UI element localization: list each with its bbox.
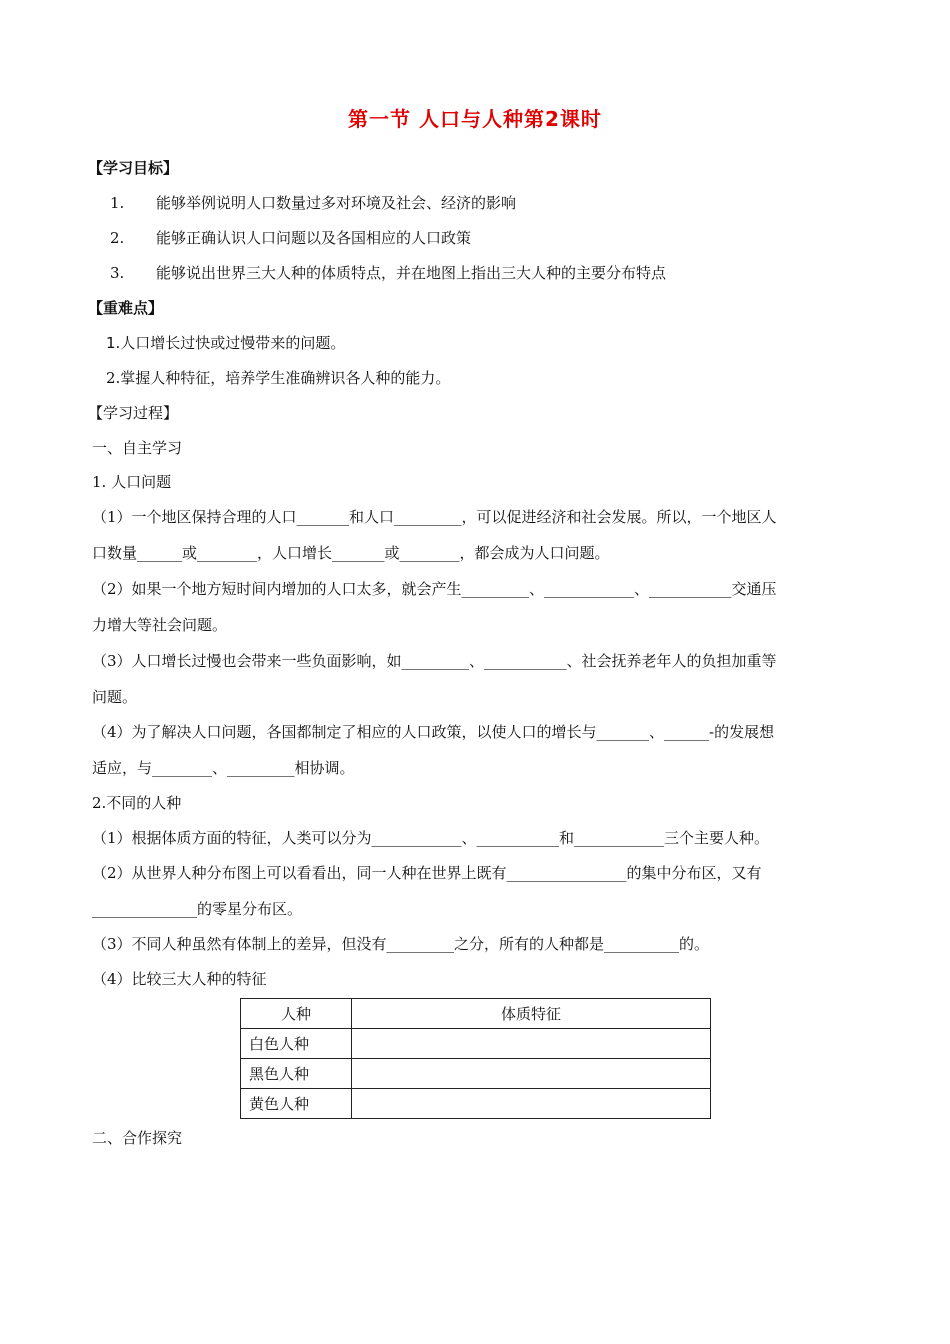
table-row — [241, 1029, 711, 1059]
question-line: （4）比较三大人种的特征 — [92, 970, 267, 988]
table-row — [241, 1089, 711, 1119]
question-line: （2）如果一个地方短时间内增加的人口太多，就会产生_________、____________、___________交通压 — [92, 580, 777, 598]
race-cell: 黑色人种 — [241, 1059, 352, 1089]
key-point-item: 2.掌握人种特征，培养学生准确辨识各人种的能力。 — [106, 369, 451, 387]
goal-number: 3. — [110, 264, 125, 282]
subsection-heading: 1. 人口问题 — [92, 473, 172, 491]
trait-cell — [352, 1059, 711, 1089]
goal-number: 2. — [110, 229, 125, 247]
question-line: （4）为了解决人口问题，各国都制定了相应的人口政策，以使人口的增长与_______、______-的发展想 — [92, 723, 775, 741]
question-line: ______________的零星分布区。 — [92, 900, 303, 918]
goal-item — [110, 193, 516, 213]
key-point-item: 1.人口增长过快或过慢带来的问题。 — [106, 334, 346, 352]
race-cell: 黄色人种 — [241, 1089, 352, 1119]
question-line: （2）从世界人种分布图上可以看看出，同一人种在世界上既有________________的集中分布区，又有 — [92, 864, 762, 882]
question-line: （1）一个地区保持合理的人口_______和人口_________，可以促进经济和社会发展。所以，一个地区人 — [92, 508, 777, 526]
page-title: 第一节 人口与人种第2课时 — [348, 107, 602, 131]
table-header-row — [241, 999, 711, 1029]
goal-text: 能够举例说明人口数量过多对环境及社会、经济的影响 — [156, 194, 517, 212]
table-row — [241, 1059, 711, 1089]
question-line: （3）不同人种虽然有体制上的差异，但没有_________之分，所有的人种都是__________的。 — [92, 935, 710, 953]
section-heading: 一、自主学习 — [92, 439, 183, 457]
question-line: 力增大等社会问题。 — [92, 616, 228, 634]
trait-cell — [352, 1089, 711, 1119]
race-cell: 白色人种 — [241, 1029, 352, 1059]
goal-item — [110, 263, 666, 283]
question-line: 适应，与________、_________相协调。 — [92, 759, 355, 777]
goal-item — [110, 228, 471, 248]
trait-cell — [352, 1029, 711, 1059]
key-points-heading: 【重难点】 — [88, 299, 164, 317]
table-header-cell: 人种 — [241, 999, 352, 1029]
subsection-heading: 2.不同的人种 — [92, 794, 182, 812]
race-traits-table — [240, 998, 711, 1119]
process-heading: 【学习过程】 — [88, 404, 179, 422]
question-line: （3）人口增长过慢也会带来一些负面影响，如_________、___________、社会抚养老年人的负担加重等 — [92, 652, 777, 670]
section-heading: 二、合作探究 — [92, 1129, 183, 1147]
question-line: 问题。 — [92, 688, 138, 706]
goals-heading: 【学习目标】 — [88, 159, 179, 177]
question-line: 口数量______或________，人口增长_______或________，都会成为人口问题。 — [92, 544, 610, 562]
table-header-cell: 体质特征 — [352, 999, 711, 1029]
goal-text: 能够说出世界三大人种的体质特点，并在地图上指出三大人种的主要分布特点 — [156, 264, 667, 282]
question-line: （1）根据体质方面的特征，人类可以分为____________、___________和____________三个主要人种。 — [92, 829, 770, 847]
goal-text: 能够正确认识人口问题以及各国相应的人口政策 — [156, 229, 472, 247]
goal-number: 1. — [110, 194, 125, 212]
